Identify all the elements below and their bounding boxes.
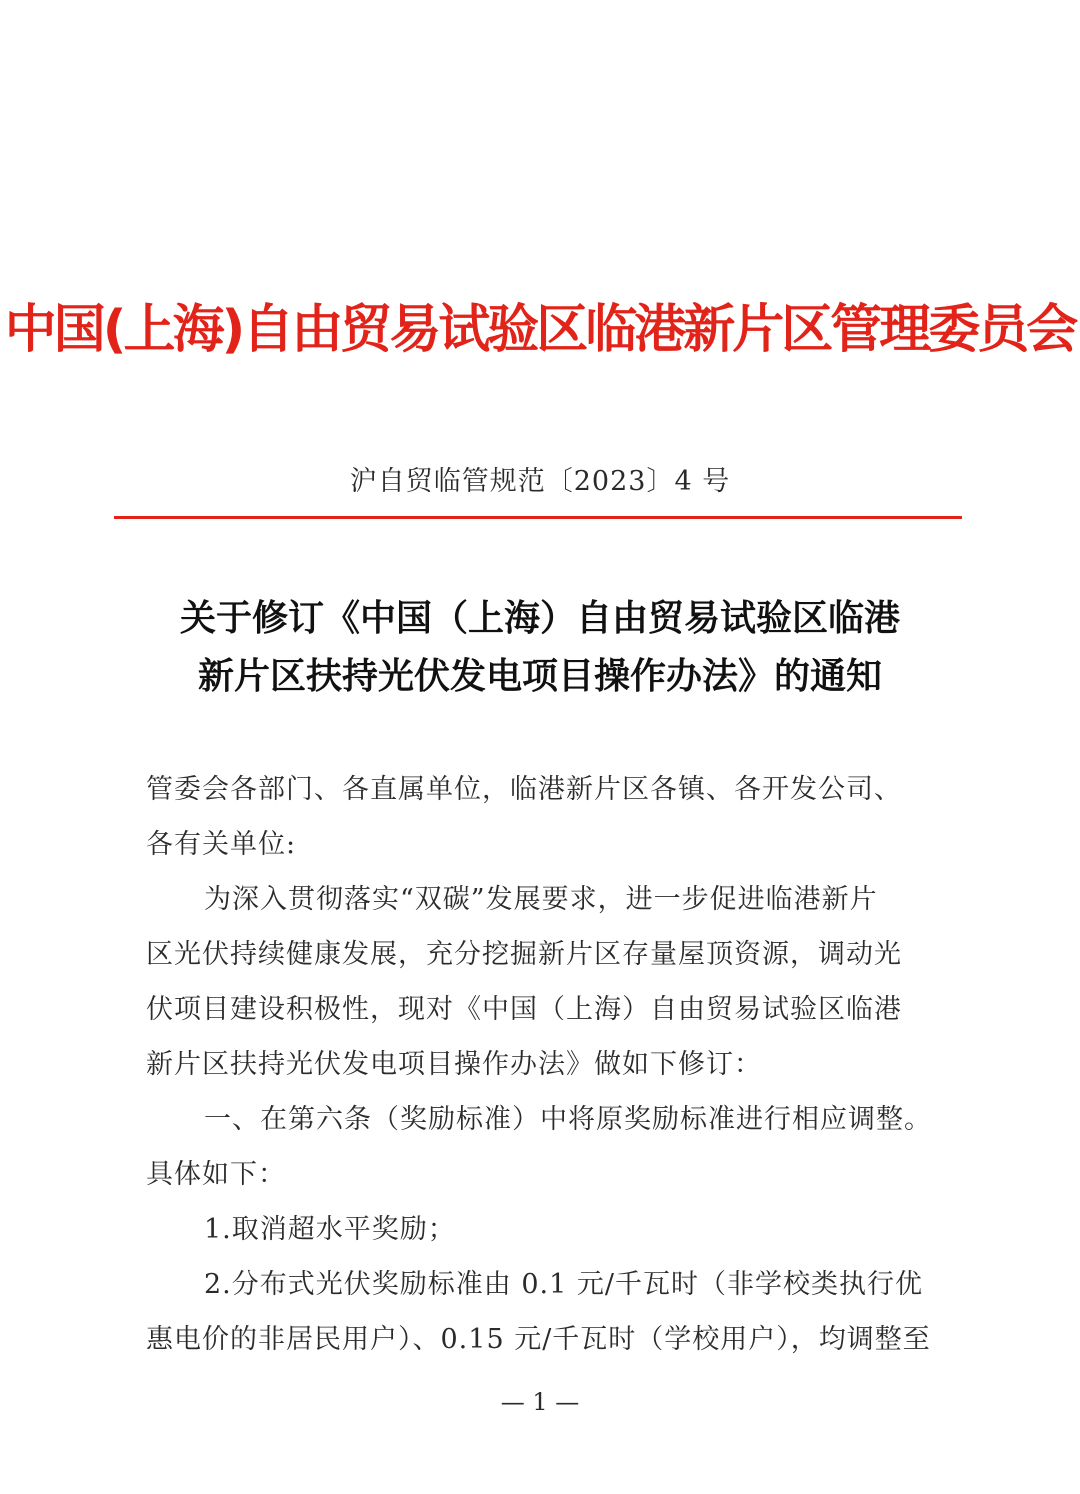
document-body	[146, 762, 946, 1367]
paragraph-1-line-1: 为深入贯彻落实“双碳”发展要求，进一步促进临港新片	[204, 884, 878, 915]
addressee-line-2: 各有关单位:	[146, 829, 297, 860]
paragraph-1-line-3: 伏项目建设积极性，现对《中国（上海）自由贸易试验区临港	[146, 994, 902, 1025]
paragraph-2-line-1: 一、在第六条（奖励标准）中将原奖励标准进行相应调整。	[204, 1104, 932, 1135]
issuer-header: 中国(上海)自由贸易试验区临港新片区管理委员会	[4, 300, 1076, 360]
red-divider	[114, 516, 962, 519]
title-line-2: 新片区扶持光伏发电项目操作办法》的通知	[197, 656, 882, 697]
document-number: 沪自贸临管规范〔2023〕4 号	[349, 466, 731, 497]
addressee-line-1: 管委会各部门、各直属单位，临港新片区各镇、各开发公司、	[146, 774, 902, 805]
list-item-1: 1.取消超水平奖励；	[204, 1214, 456, 1245]
page-number: — 1 —	[500, 1388, 580, 1416]
paragraph-1-line-4: 新片区扶持光伏发电项目操作办法》做如下修订：	[146, 1049, 762, 1080]
list-item-2-line-2: 惠电价的非居民用户）、0.15 元/千瓦时（学校用户），均调整至	[146, 1324, 931, 1355]
paragraph-1-line-2: 区光伏持续健康发展，充分挖掘新片区存量屋顶资源，调动光	[146, 939, 902, 970]
paragraph-2-line-2: 具体如下：	[146, 1159, 286, 1190]
list-item-2-line-1: 2.分布式光伏奖励标准由 0.1 元/千瓦时（非学校类执行优	[204, 1269, 923, 1300]
title-line-1: 关于修订《中国（上海）自由贸易试验区临港	[179, 598, 900, 639]
document-title	[100, 590, 980, 706]
